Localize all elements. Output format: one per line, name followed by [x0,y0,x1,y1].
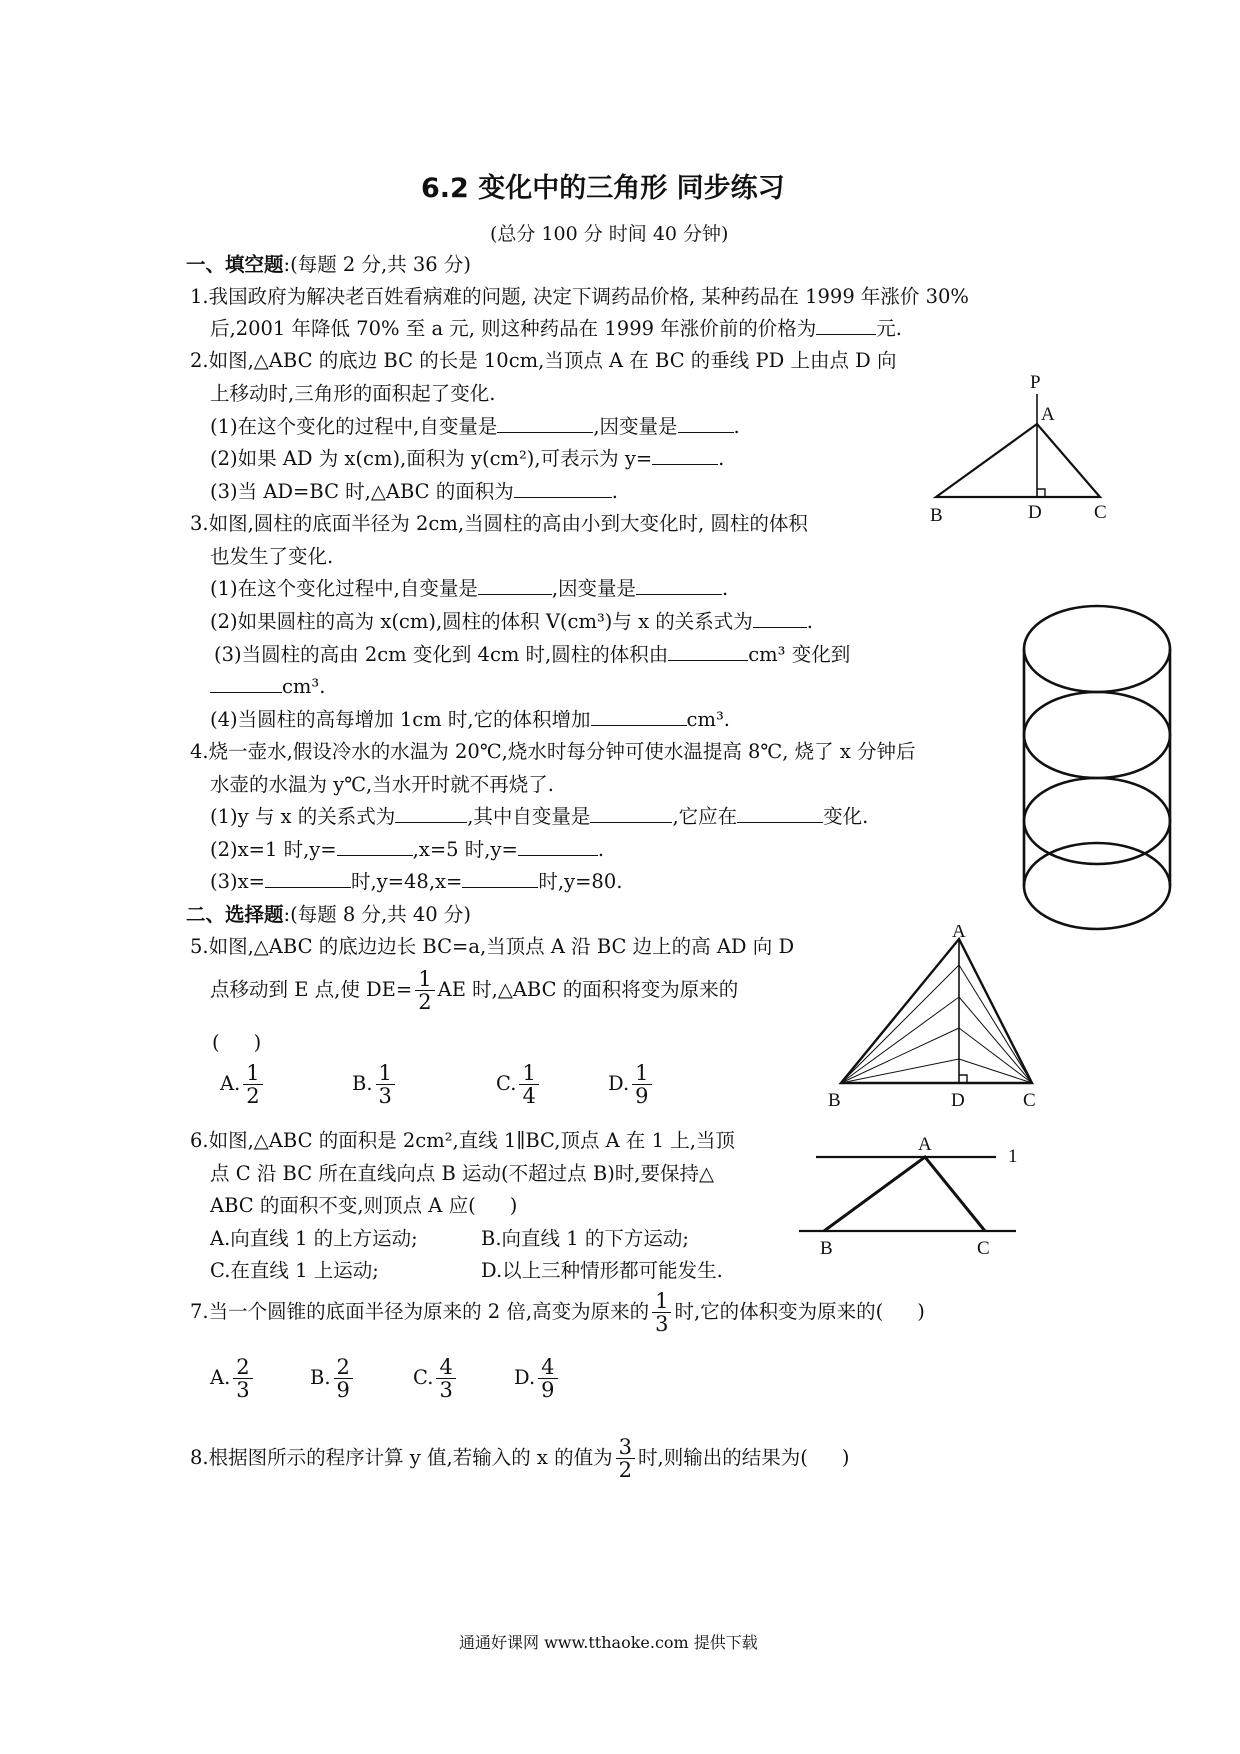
q5-opt-b-den: 3 [378,1084,392,1109]
q5-opt-d-label: D. [608,1072,630,1096]
q3-part-3-cont [210,676,325,698]
q4-p1-blank-1 [395,806,467,823]
section-2-points: :(每题 8 分,共 40 分) [283,903,472,926]
q5-opt-a-label: A. [220,1072,241,1096]
q4-line-1: 4.烧一壶水,假设冷水的水温为 20℃,烧水时每分钟可使水温提高 8℃, 烧了 x 分钟后 [190,740,916,763]
q7-paren-close: ) [917,1300,925,1324]
cylinder-figure-q3 [1010,598,1200,938]
q5-opt-c-den: 4 [522,1084,536,1109]
q7-opt-d-frac [538,1356,557,1401]
q5-option-c [496,1062,542,1107]
q2-p2-blank [652,448,718,465]
q2-p1-text: (1)在这个变化的过程中,自变量是 [210,415,498,438]
q4-p3-end: 时,y=80. [538,870,623,893]
q3-p4-end: cm³. [686,708,730,731]
q5-paren-close: ) [253,1031,262,1054]
q2-p2-text: (2)如果 AD 为 x(cm),面积为 y(cm²),可表示为 y= [210,447,653,470]
q8-frac-num: 3 [616,1436,635,1459]
q7-text-2: 时,它的体积变为原来的( [674,1300,884,1324]
q7-opt-a-frac [233,1356,252,1401]
q3-p1-blank-1 [478,578,552,595]
q7-opt-a-num: 2 [233,1356,252,1379]
label-a: A [918,1134,932,1155]
q7-fraction [652,1290,671,1335]
q7-option-d [514,1356,561,1401]
q3-p3-blank-1 [668,644,748,661]
q4-p1-text: (1)y 与 x 的关系式为 [210,805,396,828]
q5-opt-c-label: C. [496,1072,517,1096]
q5-fraction [415,968,434,1013]
q3-p3-text: (3)当圆柱的高由 2cm 变化到 4cm 时,圆柱的体积由 [214,643,669,666]
q7-opt-c-label: C. [413,1366,434,1390]
q5-opt-b-frac [376,1062,395,1107]
q3-part-2 [210,611,813,633]
q1-text: 后,2001 年降低 70% 至 a 元, 则这种药品在 1999 年涨价前的价格为 [210,317,817,340]
q7-opt-d-den: 9 [541,1378,555,1403]
q6-option-d: D.以上三种情形都可能发生. [481,1259,723,1282]
q2-p3-blank [514,481,612,498]
q2-line-1: 2.如图,△ABC 的底边 BC 的长是 10cm,当顶点 A 在 BC 的垂线 PD 上由点 D 向 [190,349,897,372]
q3-p3-blank-2 [210,676,282,693]
q5-opt-d-frac [632,1062,651,1107]
label-a: A [1041,404,1055,425]
q4-p1-text-3: ,它应在 [672,805,738,828]
q2-line-2: 上移动时,三角形的面积起了变化. [210,382,496,405]
q4-p1-text-2: ,其中自变量是 [467,805,591,828]
q4-p2-text-2: ,x=5 时,y= [412,838,518,861]
q5-opt-d-num: 1 [632,1062,651,1085]
page-title: 6.2 变化中的三角形 同步练习 [421,173,785,204]
q5-frac-num: 1 [415,968,434,991]
q1-unit: 元. [876,317,902,340]
q7-opt-a-den: 3 [236,1378,250,1403]
q4-part-2 [210,839,604,861]
q3-p3-end: cm³. [282,675,326,698]
q1-answer-blank [816,318,876,335]
q7-opt-b-den: 9 [336,1378,350,1403]
q8-paren-close: ) [841,1446,850,1470]
q5-option-d [608,1062,655,1107]
q5-paren-open: ( [212,1031,220,1054]
q7-opt-a-label: A. [210,1366,231,1390]
q1-line-2 [210,318,902,340]
q7-opt-b-label: B. [310,1366,331,1390]
q5-text-2: AE 时,△ABC 的面积将变为原来的 [437,978,739,1002]
q7-opt-c-frac [436,1356,455,1401]
q7-opt-c-num: 4 [436,1356,455,1379]
q7-option-c [413,1356,459,1401]
page-subtitle: (总分 100 分 时间 40 分钟) [490,223,729,245]
q2-p1-end: . [733,415,740,438]
q7-opt-b-frac [334,1356,353,1401]
q4-p3-text-2: 时,y=48,x= [350,870,463,893]
q4-p1-blank-2 [590,806,672,823]
label-a: A [952,925,966,942]
q4-p2-blank-1 [337,839,413,856]
q4-p1-end: 变化. [823,805,869,828]
q2-part-2 [210,448,724,470]
q4-p3-text: (3)x= [210,870,265,893]
q5-opt-b-num: 1 [376,1062,395,1085]
q5-opt-a-frac [243,1062,262,1107]
label-b: B [820,1238,833,1259]
q2-p1-blank-1 [497,416,593,433]
q6-option-c: C.在直线 1 上运动; [210,1259,379,1282]
section-2-name: 二、选择题 [186,903,284,926]
q2-part-1 [210,416,740,438]
q6-text: ABC 的面积不变,则顶点 A 应( [210,1194,476,1217]
label-c: C [1023,1090,1036,1111]
q5-frac-den: 2 [418,990,432,1015]
q3-p2-blank [753,611,807,628]
q5-opt-a-num: 1 [243,1062,262,1085]
q2-p3-end: . [611,480,618,503]
q3-p4-blank [591,709,687,726]
q3-p2-text: (2)如果圆柱的高为 x(cm),圆柱的体积 V(cm³)与 x 的关系式为 [210,610,753,633]
q5-opt-c-num: 1 [519,1062,538,1085]
q6-option-a: A.向直线 1 的上方运动; [210,1227,418,1250]
q3-p1-end: . [722,577,729,600]
q3-p4-text: (4)当圆柱的高每增加 1cm 时,它的体积增加 [210,708,591,731]
q2-p2-end: . [718,447,725,470]
label-c: C [977,1238,990,1259]
q5-opt-b-label: B. [352,1072,373,1096]
q5-line-2 [210,968,738,1013]
q5-text: 点移动到 E 点,使 DE= [210,978,413,1002]
q4-p2-text: (2)x=1 时,y= [210,838,337,861]
page-footer: 通通好课网 www.tthaoke.com 提供下载 [459,1633,758,1652]
q6-line-1: 6.如图,△ABC 的面积是 2cm²,直线 1∥BC,顶点 A 在 1 上,当顶 [190,1129,735,1152]
q4-part-3 [210,871,622,893]
q3-part-1 [210,578,728,600]
label-c: C [1094,502,1107,523]
q2-p3-text: (3)当 AD=BC 时,△ABC 的面积为 [210,480,514,503]
q8-text-2: 时,则输出的结果为( [638,1446,808,1470]
q3-p1-blank-2 [636,578,722,595]
q5-opt-c-frac [519,1062,538,1107]
q7-opt-d-num: 4 [538,1356,557,1379]
q7-text: 7.当一个圆锥的底面半径为原来的 2 倍,高变为原来的 [190,1300,650,1324]
q4-part-1 [210,806,868,828]
section-2-heading [186,904,471,926]
label-b: B [828,1090,841,1111]
label-d: D [951,1090,965,1111]
q6-option-b: B.向直线 1 的下方运动; [481,1227,689,1250]
q4-p2-blank-2 [518,839,598,856]
q3-p3-text-2: cm³ 变化到 [748,643,851,666]
section-1-points: :(每题 2 分,共 36 分) [283,253,472,276]
label-b: B [930,505,943,526]
triangle-fan-figure-q5 [810,925,1060,1125]
q8-frac-den: 2 [618,1458,632,1483]
q5-option-b [352,1062,398,1107]
q6-paren-close: ) [509,1194,518,1217]
q4-p2-end: . [597,838,605,861]
q5-paren [212,1032,261,1054]
q7-opt-b-num: 2 [334,1356,353,1379]
q1-line-1: 1.我国政府为解决老百姓看病难的问题, 决定下调药品价格, 某种药品在 1999 年涨价 30% [190,285,969,308]
triangle-figure-q2 [920,370,1120,530]
q7-opt-c-den: 3 [439,1378,453,1403]
q3-line-2: 也发生了变化. [210,545,334,568]
q7-option-b [310,1356,356,1401]
q3-line-1: 3.如图,圆柱的底面半径为 2cm,当圆柱的高由小到大变化时, 圆柱的体积 [190,512,808,535]
q8-line-1 [190,1436,849,1481]
q3-part-4 [210,709,730,731]
q3-p2-end: . [806,610,813,633]
q2-p1-blank-2 [678,416,734,433]
q5-line-1: 5.如图,△ABC 的底边边长 BC=a,当顶点 A 沿 BC 边上的高 AD 向 D [190,935,795,958]
q3-p1-text: (1)在这个变化过程中,自变量是 [210,577,478,600]
q5-opt-d-den: 9 [635,1084,649,1109]
q7-line-1 [190,1290,925,1335]
q2-p1-text-2: ,因变量是 [593,415,678,438]
q8-fraction [616,1436,635,1481]
q4-line-2: 水壶的水温为 y℃,当水开时就不再烧了. [210,773,554,796]
q7-frac-den: 3 [655,1312,669,1337]
q7-option-a [210,1356,256,1401]
q7-frac-num: 1 [652,1290,671,1313]
q4-p3-blank-1 [265,871,351,888]
q5-opt-a-den: 2 [246,1084,260,1109]
section-1-heading [186,254,471,276]
q3-p1-text-2: ,因变量是 [551,577,637,600]
q4-p3-blank-2 [462,871,538,888]
q2-part-3 [210,481,618,503]
section-1-name: 一、填空题 [186,253,284,276]
q7-opt-d-label: D. [514,1366,536,1390]
label-d: D [1028,502,1042,523]
q6-line-3 [210,1195,517,1217]
q5-option-a [220,1062,266,1107]
q6-line-2: 点 C 沿 BC 所在直线向点 B 运动(不超过点 B)时,要保持△ [210,1162,714,1185]
label-line-1: 1 [1008,1146,1018,1167]
label-p: P [1030,372,1041,393]
q4-p1-blank-3 [737,806,823,823]
q3-part-3 [214,644,850,666]
q8-text: 8.根据图所示的程序计算 y 值,若输入的 x 的值为 [190,1446,613,1470]
parallel-lines-figure-q6 [795,1130,1045,1265]
